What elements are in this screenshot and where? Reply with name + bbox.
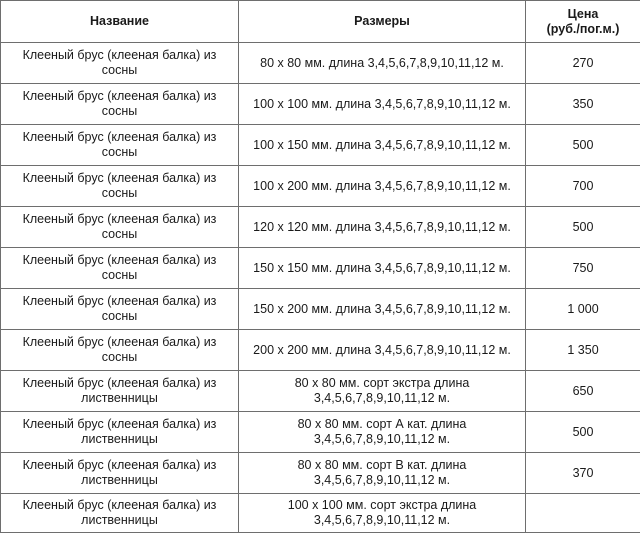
table-row [1,207,640,248]
table-row [1,248,640,289]
sizes-cell: 80 х 80 мм. длина 3,4,5,6,7,8,9,10,11,12 м. [239,43,526,84]
table-row [1,412,640,453]
product-name-cell: Клееный брус (клееная балка) из сосны [1,330,239,371]
table-header [1,1,640,43]
price-cell: 700 [526,166,640,207]
price-cell: 270 [526,43,640,84]
product-name-cell: Клееный брус (клееная балка) из сосны [1,125,239,166]
table-row [1,43,640,84]
sizes-cell: 200 х 200 мм. длина 3,4,5,6,7,8,9,10,11,12 м. [239,330,526,371]
sizes-cell: 150 х 150 мм. длина 3,4,5,6,7,8,9,10,11,12 м. [239,248,526,289]
product-name-cell: Клееный брус (клееная балка) из сосны [1,43,239,84]
sizes-cell: 80 х 80 мм. сорт В кат. длина 3,4,5,6,7,8,9,10,11,12 м. [239,453,526,494]
product-name-cell: Клееный брус (клееная балка) из лиственницы [1,453,239,494]
price-cell: 650 [526,371,640,412]
price-cell: 1 350 [526,330,640,371]
price-cell: 370 [526,453,640,494]
table-row [1,84,640,125]
table-row [1,125,640,166]
sizes-cell: 100 х 150 мм. длина 3,4,5,6,7,8,9,10,11,12 м. [239,125,526,166]
price-cell: 500 [526,207,640,248]
product-name-cell: Клееный брус (клееная балка) из лиственницы [1,371,239,412]
price-cell: 1 000 [526,289,640,330]
sizes-cell: 80 х 80 мм. сорт А кат. длина 3,4,5,6,7,8,9,10,11,12 м. [239,412,526,453]
sizes-cell: 100 х 100 мм. сорт экстра длина 3,4,5,6,7,8,9,10,11,12 м. [239,494,526,533]
price-cell: 500 [526,125,640,166]
table-body [1,43,640,533]
product-name-cell: Клееный брус (клееная балка) из сосны [1,289,239,330]
sizes-cell: 80 х 80 мм. сорт экстра длина 3,4,5,6,7,8,9,10,11,12 м. [239,371,526,412]
sizes-cell: 100 х 100 мм. длина 3,4,5,6,7,8,9,10,11,12 м. [239,84,526,125]
header-sizes: Размеры [239,1,526,43]
product-name-cell: Клееный брус (клееная балка) из сосны [1,207,239,248]
header-name: Название [1,1,239,43]
product-name-cell: Клееный брус (клееная балка) из лиственницы [1,494,239,533]
price-cell: 350 [526,84,640,125]
header-price [526,1,640,43]
sizes-cell: 150 х 200 мм. длина 3,4,5,6,7,8,9,10,11,12 м. [239,289,526,330]
table-row [1,330,640,371]
price-cell: 750 [526,248,640,289]
header-price-label: Цена (руб./пог.м.) [546,6,620,36]
table-row [1,166,640,207]
price-cell: 500 [526,412,640,453]
sizes-cell: 100 х 200 мм. длина 3,4,5,6,7,8,9,10,11,12 м. [239,166,526,207]
price-cell [526,494,640,533]
table-row [1,494,640,533]
table-row [1,371,640,412]
table-row [1,453,640,494]
header-row [1,1,640,43]
product-name-cell: Клееный брус (клееная балка) из сосны [1,166,239,207]
table-row [1,289,640,330]
product-name-cell: Клееный брус (клееная балка) из сосны [1,248,239,289]
product-name-cell: Клееный брус (клееная балка) из лиственницы [1,412,239,453]
sizes-cell: 120 х 120 мм. длина 3,4,5,6,7,8,9,10,11,12 м. [239,207,526,248]
product-name-cell: Клееный брус (клееная балка) из сосны [1,84,239,125]
